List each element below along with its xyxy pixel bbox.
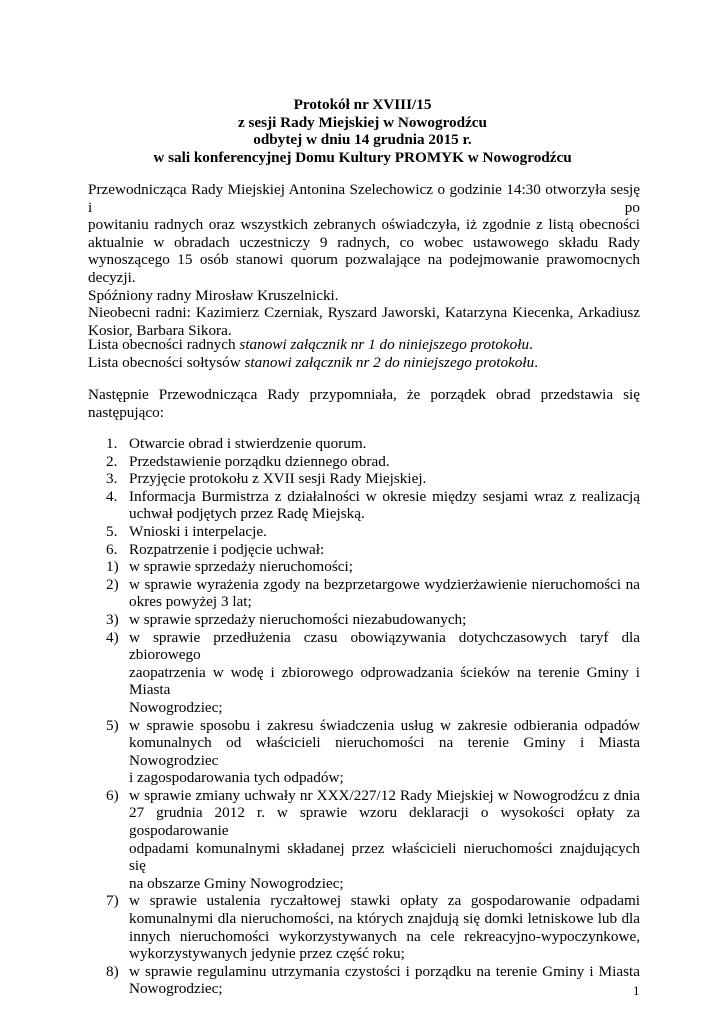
resolution-item-text: w sprawie sposobu i zakresu świadczenia usług w zakresie odbierania odpadów [129,716,640,734]
resolution-item-text: odpadami komunalnymi składanej przez właścicieli nieruchomości znajdujących się [129,839,640,875]
agenda-item [88,470,640,488]
resolution-item [88,963,640,998]
protocol-header [80,96,645,166]
agenda-item-number: 6. [106,540,118,558]
absent-councillors: Nieobecni radni: Kazimierz Czerniak, Ryszard Jaworski, Katarzyna Kiecenka, Arkadiusz [88,304,640,322]
agenda-item-text: Wnioski i interpelacje. [129,522,267,540]
agenda-item [88,488,640,523]
resolution-item-text: Nowogrodziec; [129,698,223,716]
resolution-item-text: w sprawie wyrażenia zgody na bezprzetargowe wydzierżawienie nieruchomości na [129,575,640,593]
intro-line: decyzji. [88,268,136,286]
resolution-item-text: innych nieruchomości wykorzystywanych na cele rekreacyjno-wypoczynkowe, [129,927,640,945]
agenda-item-text: Rozpatrzenie i podjęcie uchwał: [129,540,325,558]
resolution-item-text: na obszarze Gminy Nowogrodziec; [129,874,344,892]
agenda-item-text: Informacja Burmistrza z działalności w okresie między sesjami wraz z realizacją [129,487,640,505]
agenda-item-number: 4. [106,487,118,505]
session-venue: w sali konferencyjnej Domu Kultury PROMYK w Nowogrodźcu [153,148,572,166]
agenda-item-text: Przyjęcie protokołu z XVII sesji Rady Miejskiej. [129,470,427,488]
late-councillor: Spóźniony radny Mirosław Kruszelnicki. [88,286,339,304]
resolution-item-number: 1) [106,558,119,576]
attachment-ref: stanowi załącznik nr 1 do niniejszego protokołu [239,336,530,353]
protocol-number: Protokół nr XVIII/15 [293,96,432,113]
agenda-item-text: Przedstawienie porządku dziennego obrad. [129,452,390,470]
page-number: 1 [633,983,640,998]
attendance-text: Lista obecności radnych [88,336,240,353]
attachment-ref: stanowi załącznik nr 2 do niniejszego protokołu [244,353,535,371]
resolution-item-text: w sprawie sprzedaży nieruchomości; [129,558,353,576]
agenda-item-number: 1. [106,435,118,452]
resolution-item [88,629,640,717]
agenda-intro-line: następująco: [88,403,164,421]
agenda-item-text: uchwał podjętych przez Radę Miejską. [129,505,365,523]
resolution-item-number: 6) [106,786,119,804]
agenda-list [88,435,640,998]
agenda-item [88,453,640,471]
absent-councillors-cont: Kosior, Barbara Sikora. [88,321,232,339]
resolution-item-number: 3) [106,610,119,628]
agenda-intro [88,386,640,421]
resolution-item-number: 2) [106,575,119,593]
resolution-item [88,892,640,962]
resolution-item-number: 7) [106,892,119,910]
session-title: z sesji Rady Miejskiej w Nowogrodźcu [237,113,487,131]
resolution-item-text: okres powyżej 3 lat; [129,593,252,611]
resolution-item [88,787,640,893]
resolution-item-text: komunalnymi dla nieruchomości, na których znajdują się domki letniskowe lub dla [129,910,640,928]
attendance-councillors [88,336,640,354]
resolution-item [88,558,640,576]
resolution-item-text: komunalnych od właścicieli nieruchomości na terenie Gminy i Miasta Nowogrodziec [129,734,640,769]
session-date: odbytej w dniu 14 grudnia 2015 r. [253,131,472,149]
intro-line: Przewodnicząca Rady Miejskiej Antonina Szelechowicz o godzinie 14:30 otworzyła sesję i po [88,181,640,216]
agenda-intro-line: Następnie Przewodnicząca Rady przypomniała, że porządek obrad przedstawia się [88,386,640,403]
resolution-item-text: w sprawie ustalenia ryczałtowej stawki opłaty za gospodarowanie odpadami [129,892,640,910]
agenda-item-number: 2. [106,452,118,470]
attendance-text: . [534,353,538,371]
agenda-item-number: 5. [106,522,118,540]
agenda-item-number: 3. [106,470,118,488]
agenda-item [88,541,640,559]
resolution-item-number: 4) [106,628,119,646]
intro-paragraph [88,181,640,339]
resolution-item-number: 5) [106,716,119,734]
attendance-text: Lista obecności sołtysów [88,353,245,371]
resolution-item-text: w sprawie przedłużenia czasu obowiązywania dotychczasowych taryf dla zbiorowego [129,628,640,664]
resolution-item-text: w sprawie sprzedaży nieruchomości niezabudowanych; [129,610,467,628]
agenda-item [88,435,640,453]
resolution-item-text: i zagospodarowania tych odpadów; [129,769,344,787]
agenda-item [88,523,640,541]
intro-line: wynoszącego 15 osób stanowi quorum pozwalające na podejmowanie prawomocnych [88,251,640,269]
intro-line: powitaniu radnych oraz wszystkich zebranych oświadczyła, iż zgodnie z listą obecności [88,216,640,234]
resolution-item [88,611,640,629]
resolution-item-text: 27 grudnia 2012 r. w sprawie wzoru deklaracji o wysokości opłaty za gospodarowanie [129,804,640,840]
resolution-item-text: w sprawie zmiany uchwały nr XXX/227/12 Rady Miejskiej w Nowogrodźcu z dnia [129,786,640,804]
resolution-item-text: wykorzystywanych jedynie przez część roku; [129,945,405,963]
resolution-item-text: Nowogrodziec; [129,980,223,998]
resolution-item-number: 8) [106,962,119,980]
resolution-item [88,717,640,787]
intro-line: aktualnie w obradach uczestniczy 9 radnych, co wobec ustawowego składu Rady [88,233,640,251]
resolution-item-text: zaopatrzenia w wodę i zbiorowego odprowadzania ścieków na terenie Gminy i Miasta [129,663,640,699]
attendance-text: . [529,336,533,353]
attendance-village-heads [88,354,640,372]
resolution-item [88,576,640,611]
agenda-item-text: Otwarcie obrad i stwierdzenie quorum. [129,435,367,452]
resolution-item-text: w sprawie regulaminu utrzymania czystości i porządku na terenie Gminy i Miasta [129,962,640,980]
attendance-lists [88,336,640,371]
